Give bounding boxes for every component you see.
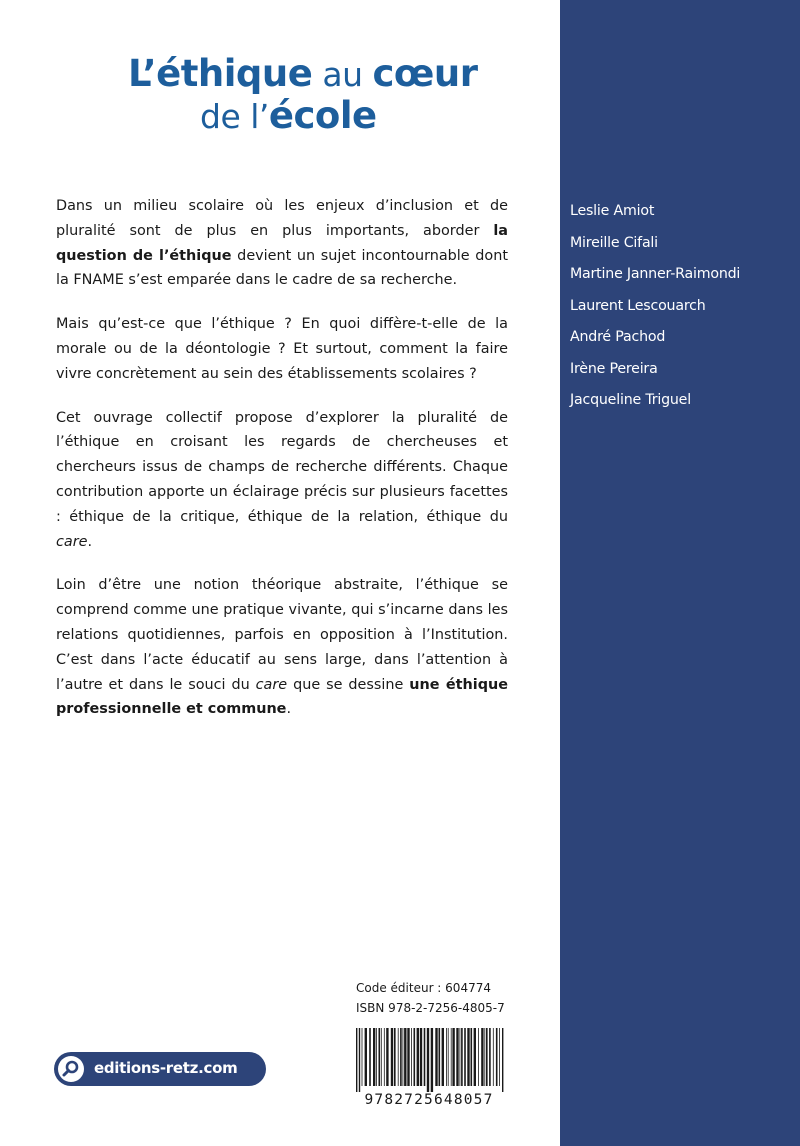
barcode-bar [373,1028,375,1086]
barcode-bar [499,1028,500,1086]
barcode-bar [431,1028,433,1092]
barcode-bar [464,1028,466,1086]
barcode-bar [417,1028,419,1086]
barcode-bar [420,1028,422,1086]
barcode-bar [381,1028,382,1086]
author-name: Mireille Cifali [570,234,658,251]
barcode-digits: 9782725648057 [364,1092,494,1106]
magnifier-icon [58,1056,84,1082]
barcode-bar [427,1028,429,1092]
barcode-bars [356,1028,503,1092]
paragraph-2: Mais qu’est-ce que l’éthique ? En quoi diffère-t-elle de la morale ou de la déontologie ? Et surtout, comment la faire vivre concrètement au sein des établissements scolaires ? [56,316,508,382]
barcode-bar [379,1028,381,1086]
barcode-bar [502,1028,503,1092]
barcode-bar [359,1028,360,1092]
author-name: Irène Pereira [570,360,658,377]
barcode-bar [403,1028,404,1086]
paragraph-1: Dans un milieu scolaire où les enjeux d’inclusion et de pluralité sont de plus en plus importants, aborder la question de l’éthique devient un sujet incontournable dont la FNAME s’est emparée dans le cadre de sa recherche. [56,198,508,289]
author-name: Jacqueline Triguel [570,392,691,408]
barcode-bar [467,1028,469,1086]
barcode-bar [451,1028,452,1086]
barcode-bar [424,1028,426,1086]
barcode-bar [461,1028,463,1086]
barcode-bar [489,1028,491,1086]
author-name: Martine Janner-Raimondi [570,266,741,282]
barcode-bar [414,1028,416,1086]
barcode-bar [446,1028,447,1086]
barcode-bar [493,1028,494,1086]
author-list [570,196,798,417]
barcode-bar [376,1028,377,1086]
barcode-bar [496,1028,498,1086]
barcode-bar [404,1028,406,1086]
icon-circle [58,1056,84,1082]
barcode-bar [394,1028,396,1086]
barcode-bar [386,1028,388,1086]
barcode-bar [439,1028,441,1086]
author-name: Leslie Amiot [570,203,655,219]
author-name: André Pachod [570,329,666,345]
barcode-bar [411,1028,412,1086]
isbn: ISBN 978-2-7256-4805-7 [356,1001,505,1015]
barcode-bar [407,1028,409,1086]
barcode-bar [460,1028,461,1086]
barcode-bar [481,1028,483,1086]
blurb [56,194,508,741]
barcode-bar [471,1028,473,1086]
barcode-bar [435,1028,437,1086]
author-name: Laurent Lescouarch [570,297,706,314]
title-line-1: L’éthique au cœur [128,52,478,95]
author-panel [560,0,800,1146]
paragraph-3: Cet ouvrage collectif propose d’explorer la pluralité de l’éthique en croisant les regards de chercheuses et chercheurs issus de champs de recherche différents. Chaque contribution apporte un éclairage précis sur plusieurs facettes : éthique de la critique, éthique de la relation, éthique du care. [56,409,508,550]
barcode-bar [484,1028,485,1086]
website-label: editions-retz.com [94,1059,238,1077]
barcode-bar [456,1028,458,1086]
barcode-bar [398,1028,399,1086]
barcode-bar [356,1028,357,1092]
barcode-bar [474,1028,476,1086]
editor-code: Code éditeur : 604774 [356,981,491,995]
paragraph-4: Loin d’être une notion théorique abstraite, l’éthique se comprend comme une pratique vivante, qui s’incarne dans les relations quotidiennes, parfois en opposition à l’Institution. C’est dans l’acte éducatif au sens large, dans l’attention à l’autre et dans le souci du care que se dessine une éthique professionnelle et commune. [56,577,508,718]
publisher-website-badge[interactable] [54,1052,266,1086]
title-line-2: de l’école [200,94,377,137]
barcode-bar [486,1028,488,1086]
barcode-bar [452,1028,454,1086]
barcode-bar [365,1028,367,1086]
barcode-bar [391,1028,393,1086]
book-codes [356,978,556,1018]
barcode-bar [448,1028,449,1086]
barcode-bar [369,1028,371,1086]
barcode-bar [400,1028,402,1086]
barcode-bar [478,1028,479,1086]
barcode-bar [442,1028,444,1086]
barcode-bar [362,1028,363,1086]
isbn-barcode [354,1028,504,1106]
barcode-bar [384,1028,385,1086]
